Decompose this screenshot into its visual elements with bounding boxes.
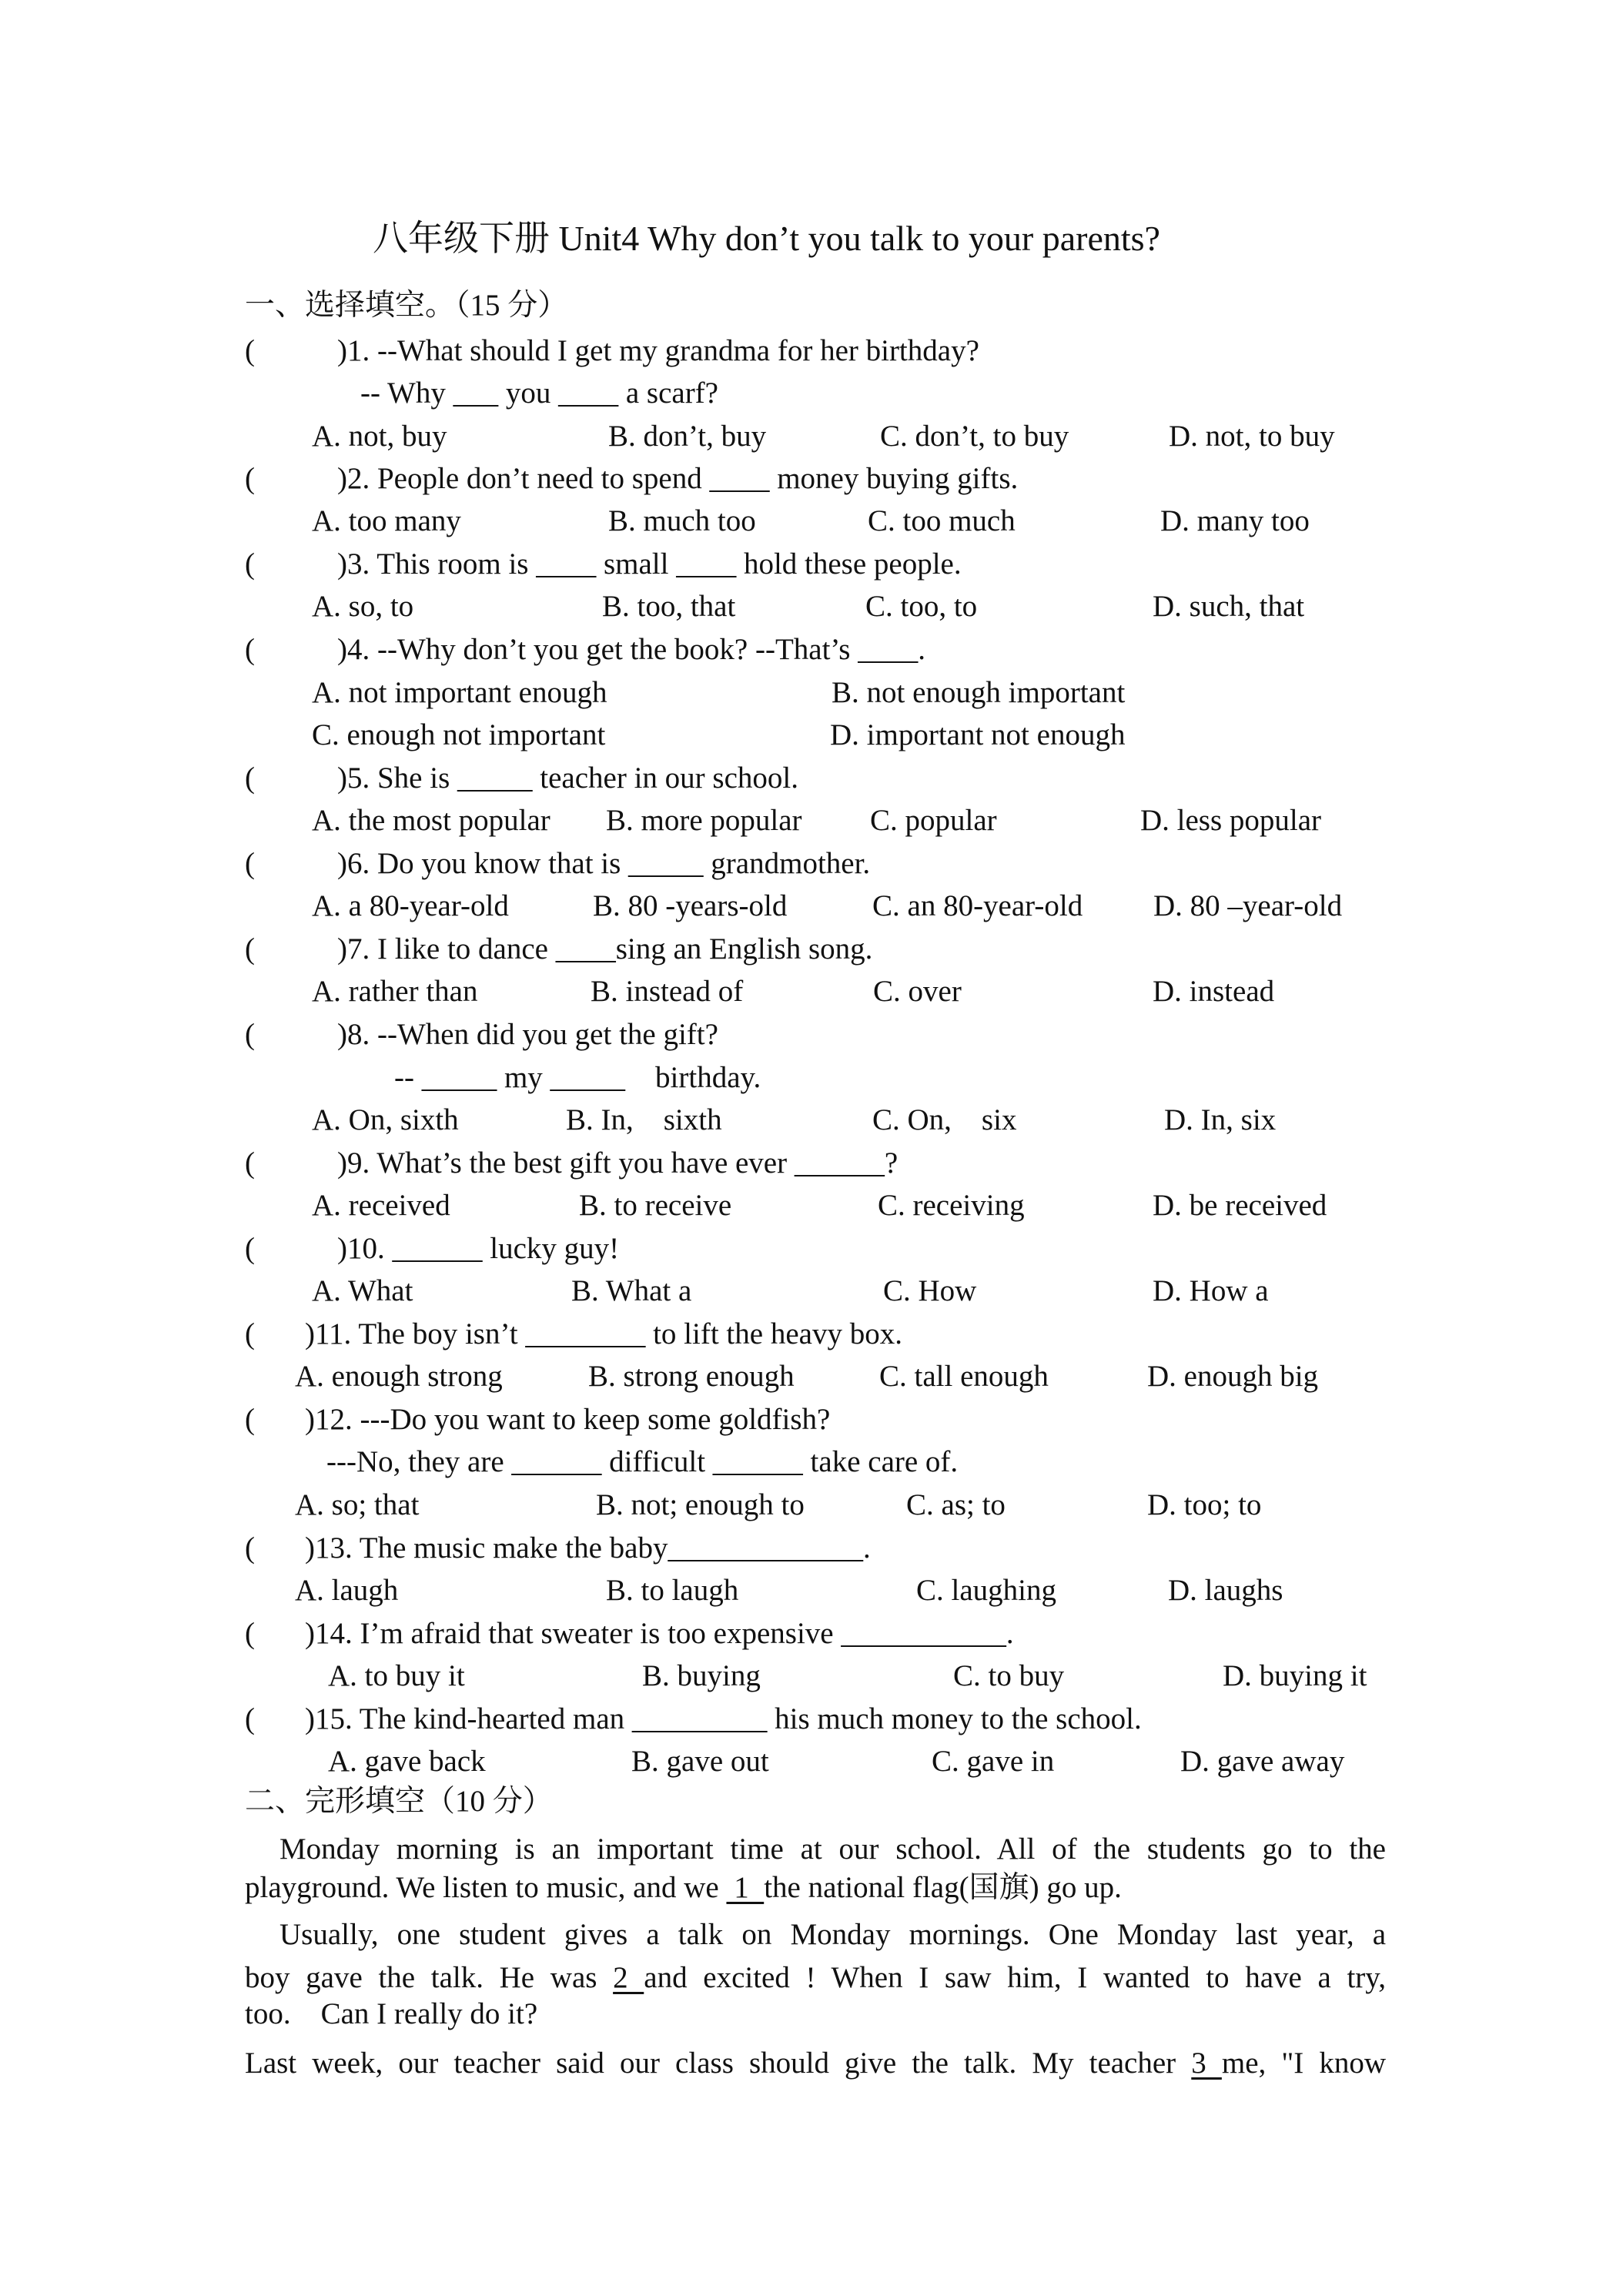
option-d-q4: D. important not enough (830, 718, 1126, 751)
question-stem-q13: )13. The music make the baby_____________. (305, 1531, 871, 1565)
question-stem-q8: )8. --When did you get the gift? (337, 1018, 718, 1051)
answer-paren-q14: ( (245, 1617, 255, 1650)
option-d-q10: D. How a (1153, 1274, 1269, 1307)
question-stem-q4: )4. --Why don’t you get the book? --That’s ____. (337, 633, 925, 666)
option-b-q13: B. to laugh (606, 1574, 739, 1607)
option-a-q9: A. received (312, 1189, 450, 1222)
option-a-q8: A. On, sixth (312, 1103, 459, 1136)
answer-paren-q8: ( (245, 1018, 255, 1051)
option-b-q12: B. not; enough to (596, 1488, 805, 1521)
cloze-text: Last week, our teacher said our class should give the talk. My teacher (245, 2047, 1192, 2080)
option-c-q5: C. popular (870, 804, 997, 837)
option-d-q2: D. many too (1160, 504, 1310, 537)
option-d-q5: D. less popular (1140, 804, 1322, 837)
answer-paren-q11: ( (245, 1317, 255, 1350)
cloze-paragraph-3-line-1 (245, 2042, 1386, 2084)
answer-paren-q7: ( (245, 932, 255, 966)
option-d-q1: D. not, to buy (1169, 420, 1335, 453)
option-d-q3: D. such, that (1153, 590, 1305, 623)
cloze-blank-1: 1 (726, 1871, 765, 1904)
section-heading-cloze: 二、完形填空（10 分） (245, 1785, 553, 1818)
cloze-paragraph-2-line-1: Usually, one student gives a talk on Monday mornings. One Monday last year, a (279, 1918, 1386, 1951)
option-c-q13: C. laughing (916, 1574, 1056, 1607)
cloze-paragraph-1-line-2 (245, 1873, 1122, 1903)
option-a-q15: A. gave back (328, 1745, 486, 1778)
option-c-q12: C. as; to (906, 1488, 1006, 1521)
option-a-q4: A. not important enough (312, 676, 607, 709)
option-c-q9: C. receiving (878, 1189, 1025, 1222)
option-c-q3: C. too, to (865, 590, 978, 623)
option-a-q14: A. to buy it (328, 1659, 465, 1692)
option-a-q7: A. rather than (312, 975, 478, 1008)
cloze-text: and excited ! When I saw him, I wanted to have a try, (644, 1961, 1387, 1994)
option-b-q11: B. strong enough (588, 1360, 795, 1393)
section-heading-multiple-choice: 一、选择填空。（15 分） (245, 289, 568, 322)
question-stem2-q12: ---No, they are ______ difficult ______ take care of. (326, 1445, 959, 1478)
option-d-q7: D. instead (1153, 975, 1275, 1008)
answer-paren-q10: ( (245, 1232, 255, 1265)
option-a-q13: A. laugh (295, 1574, 399, 1607)
option-b-q1: B. don’t, buy (608, 420, 767, 453)
question-stem-q7: )7. I like to dance ____sing an English song. (337, 932, 873, 966)
question-stem-q14: )14. I’m afraid that sweater is too expensive ___________. (305, 1617, 1014, 1650)
option-d-q9: D. be received (1153, 1189, 1327, 1222)
option-d-q8: D. In, six (1164, 1103, 1277, 1136)
answer-paren-q9: ( (245, 1146, 255, 1180)
option-d-q12: D. too; to (1147, 1488, 1262, 1521)
option-b-q2: B. much too (608, 504, 756, 537)
option-c-q11: C. tall enough (879, 1360, 1049, 1393)
option-b-q3: B. too, that (602, 590, 736, 623)
question-stem-q6: )6. Do you know that is _____ grandmother. (337, 847, 871, 880)
option-c-q7: C. over (873, 975, 962, 1008)
option-d-q6: D. 80 –year-old (1153, 889, 1343, 922)
option-b-q5: B. more popular (606, 804, 802, 837)
option-b-q14: B. buying (642, 1659, 761, 1692)
question-stem-q15: )15. The kind-hearted man _________ his much money to the school. (305, 1702, 1142, 1735)
answer-paren-q2: ( (245, 462, 255, 495)
option-c-q6: C. an 80-year-old (872, 889, 1083, 922)
option-c-q4: C. enough not important (312, 718, 606, 751)
answer-paren-q13: ( (245, 1531, 255, 1565)
option-d-q11: D. enough big (1147, 1360, 1319, 1393)
question-stem2-q8: -- _____ my _____ birthday. (394, 1061, 761, 1094)
option-d-q14: D. buying it (1223, 1659, 1367, 1692)
option-b-q10: B. What a (571, 1274, 692, 1307)
option-a-q3: A. so, to (312, 590, 414, 623)
option-c-q8: C. On, six (872, 1103, 1017, 1136)
option-a-q11: A. enough strong (295, 1360, 503, 1393)
option-c-q15: C. gave in (932, 1745, 1055, 1778)
option-d-q15: D. gave away (1180, 1745, 1345, 1778)
question-stem-q10: )10. ______ lucky guy! (337, 1232, 620, 1265)
question-stem-q1: )1. --What should I get my grandma for her birthday? (337, 334, 979, 367)
cloze-blank-3: 3 (1191, 2047, 1222, 2080)
cloze-paragraph-1-line-1: Monday morning is an important time at our school. All of the students go to the (279, 1832, 1386, 1866)
answer-paren-q15: ( (245, 1702, 255, 1735)
option-a-q12: A. so; that (295, 1488, 420, 1521)
option-b-q15: B. gave out (631, 1745, 769, 1778)
answer-paren-q4: ( (245, 633, 255, 666)
option-d-q13: D. laughs (1168, 1574, 1283, 1607)
cloze-text: boy gave the talk. He was (245, 1961, 614, 1994)
option-b-q7: B. instead of (591, 975, 744, 1008)
option-a-q6: A. a 80-year-old (312, 889, 509, 922)
question-stem-q5: )5. She is _____ teacher in our school. (337, 761, 798, 795)
page-title: 八年级下册 Unit4 Why don’t you talk to your parents? (373, 219, 1160, 258)
option-a-q1: A. not, buy (312, 420, 447, 453)
answer-paren-q3: ( (245, 547, 255, 581)
option-c-q2: C. too much (868, 504, 1016, 537)
option-b-q4: B. not enough important (832, 676, 1126, 709)
answer-paren-q12: ( (245, 1403, 255, 1436)
option-c-q1: C. don’t, to buy (880, 420, 1069, 453)
answer-paren-q1: ( (245, 334, 255, 367)
question-stem2-q1: -- Why ___ you ____ a scarf? (360, 377, 718, 410)
cloze-blank-2: 2 (613, 1961, 644, 1994)
answer-paren-q6: ( (245, 847, 255, 880)
cloze-paragraph-2-line-2 (245, 1956, 1386, 1999)
option-b-q6: B. 80 -years-old (593, 889, 788, 922)
question-stem-q3: )3. This room is ____ small ____ hold these people. (337, 547, 962, 581)
option-a-q5: A. the most popular (312, 804, 550, 837)
question-stem-q9: )9. What’s the best gift you have ever ______? (337, 1146, 899, 1180)
option-c-q14: C. to buy (953, 1659, 1065, 1692)
option-b-q8: B. In, sixth (566, 1103, 722, 1136)
cloze-paragraph-2-line-3: too. Can I really do it? (245, 1997, 538, 2030)
question-stem-q11: )11. The boy isn’t ________ to lift the heavy box. (305, 1317, 902, 1350)
option-c-q10: C. How (883, 1274, 977, 1307)
question-stem-q12: )12. ---Do you want to keep some goldfish? (305, 1403, 831, 1436)
option-a-q2: A. too many (312, 504, 461, 537)
cloze-text: me, "I know (1221, 2047, 1387, 2080)
option-a-q10: A. What (312, 1274, 413, 1307)
option-b-q9: B. to receive (579, 1189, 732, 1222)
question-stem-q2: )2. People don’t need to spend ____ money buying gifts. (337, 462, 1019, 495)
cloze-text: playground. We listen to music, and we (245, 1871, 727, 1904)
answer-paren-q5: ( (245, 761, 255, 795)
cloze-text: the national flag(国旗) go up. (764, 1871, 1122, 1904)
